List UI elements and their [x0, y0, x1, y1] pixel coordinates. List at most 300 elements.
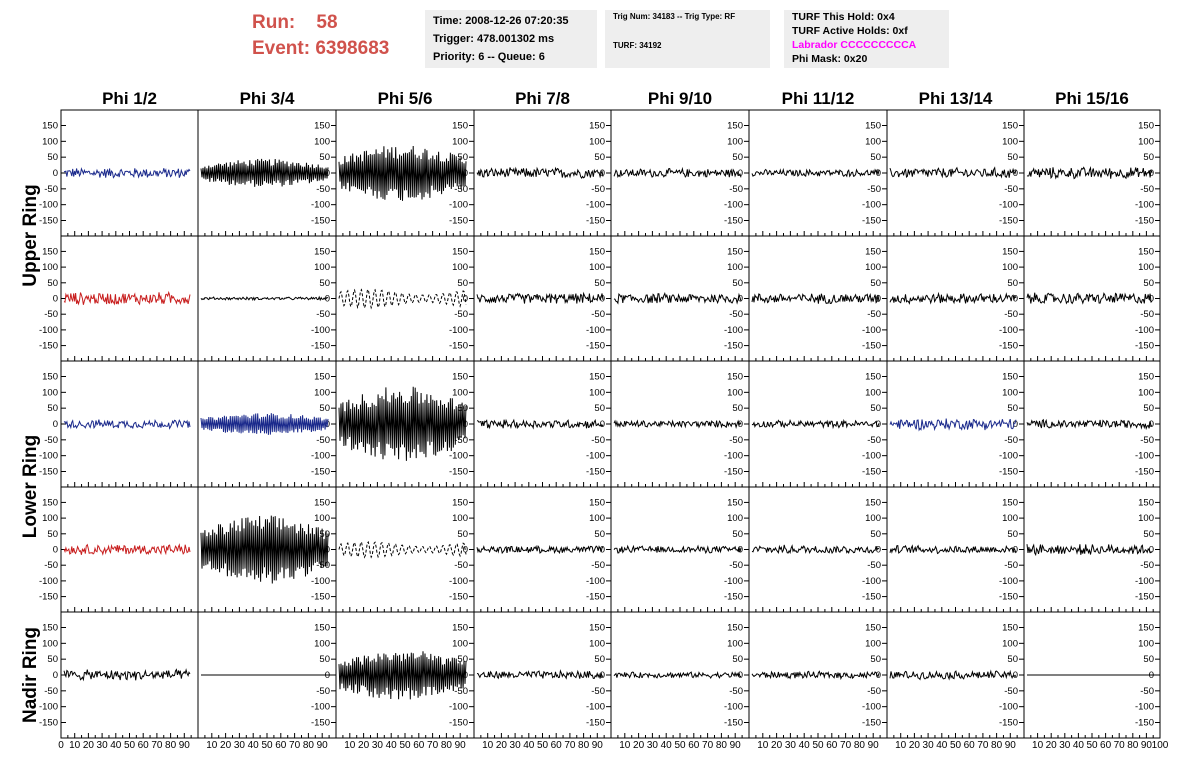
- waveform-panel: [474, 110, 611, 236]
- y-tick-label: 0: [737, 293, 743, 305]
- x-tick-label: 90: [316, 740, 328, 751]
- x-tick-label: 90: [454, 740, 466, 751]
- waveform-trace: [1027, 544, 1152, 555]
- y-tick-label: -150: [723, 340, 743, 352]
- waveform-trace: [201, 297, 328, 300]
- x-tick-label: 70: [1113, 740, 1125, 751]
- y-tick-label: 150: [727, 246, 743, 258]
- turf-active-text: TURF Active Holds: 0xf: [792, 25, 908, 37]
- y-tick-label: -100: [998, 575, 1018, 587]
- x-tick-label: 20: [908, 740, 920, 751]
- waveform-trace: [339, 290, 466, 308]
- waveform-panel: [336, 110, 474, 236]
- waveform-panel: [198, 110, 336, 236]
- x-tick-label: 80: [853, 740, 865, 751]
- y-tick-label: 0: [324, 419, 330, 430]
- x-tick-label: 60: [688, 740, 700, 751]
- y-tick-label: 150: [865, 246, 881, 258]
- y-tick-label: 0: [324, 544, 330, 556]
- x-tick-label: 70: [151, 740, 163, 751]
- waveform-panel: [336, 236, 474, 361]
- y-tick-label: 100: [1002, 136, 1018, 148]
- waveform-panel: [887, 487, 1024, 612]
- y-tick-label: 50: [319, 277, 330, 289]
- y-tick-label: 50: [594, 528, 605, 540]
- y-tick-label: 0: [462, 670, 468, 681]
- column-title: Phi 9/10: [647, 89, 713, 108]
- x-tick-label: 20: [633, 740, 645, 751]
- y-tick-label: 0: [462, 419, 468, 430]
- y-tick-label: 100: [42, 513, 58, 525]
- y-tick-label: 150: [42, 622, 58, 634]
- y-tick-label: -100: [861, 701, 881, 713]
- y-tick-label: -50: [1004, 685, 1018, 697]
- x-tick-label: 50: [399, 740, 411, 751]
- waveform-trace: [64, 168, 190, 178]
- y-tick-label: 100: [727, 387, 743, 399]
- column-title: Phi 3/4: [239, 89, 295, 108]
- waveform-trace: [339, 542, 466, 557]
- y-tick-label: -150: [585, 340, 605, 352]
- waveform-panel: [336, 361, 474, 487]
- y-tick-label: 150: [42, 497, 58, 509]
- y-tick-label: -50: [729, 434, 743, 446]
- y-tick-label: 100: [1002, 513, 1018, 525]
- y-tick-label: 50: [1007, 528, 1018, 540]
- x-tick-label: 10: [344, 740, 356, 751]
- y-tick-label: 50: [1007, 403, 1018, 415]
- y-tick-label: 0: [52, 544, 58, 556]
- y-tick-label: 100: [865, 513, 881, 525]
- waveform-trace: [477, 294, 603, 304]
- y-tick-label: -50: [591, 560, 605, 572]
- y-tick-label: -150: [585, 591, 605, 603]
- y-tick-label: -150: [998, 340, 1018, 352]
- waveform-panel: [611, 487, 749, 612]
- trig-num-text: Trig Num: 34183 -- Trig Type: RF: [613, 12, 736, 21]
- waveform-panel: [474, 361, 611, 487]
- x-tick-label: 80: [715, 740, 727, 751]
- x-tick-label: 20: [220, 740, 232, 751]
- y-tick-label: -150: [38, 340, 58, 352]
- column-title: Phi 13/14: [918, 89, 993, 108]
- y-tick-label: 0: [875, 544, 881, 556]
- waveform-panel: [887, 110, 1024, 236]
- y-tick-label: -150: [1134, 215, 1154, 227]
- y-tick-label: 0: [737, 544, 743, 556]
- y-tick-label: -50: [1140, 685, 1154, 697]
- y-tick-label: -100: [998, 701, 1018, 713]
- y-tick-label: -150: [585, 215, 605, 227]
- y-tick-label: -150: [861, 215, 881, 227]
- y-tick-label: 100: [865, 638, 881, 650]
- y-tick-label: -150: [585, 466, 605, 478]
- y-tick-label: -150: [1134, 340, 1154, 352]
- waveform-panel: [611, 361, 749, 487]
- y-tick-label: -50: [44, 685, 58, 697]
- y-tick-label: 50: [870, 403, 881, 415]
- y-tick-label: 50: [457, 654, 468, 666]
- run-label: Run:: [252, 12, 296, 33]
- waveform-panel: [749, 236, 887, 361]
- y-tick-label: 50: [457, 152, 468, 164]
- waveform-panel: [749, 110, 887, 236]
- y-tick-label: 50: [319, 528, 330, 540]
- x-tick-label: 40: [660, 740, 672, 751]
- y-tick-label: 100: [452, 513, 468, 525]
- waveform-trace: [477, 671, 603, 679]
- y-tick-label: -100: [585, 701, 605, 713]
- y-tick-label: 50: [1143, 528, 1154, 540]
- column-title: Phi 1/2: [102, 89, 157, 108]
- y-tick-label: -150: [38, 215, 58, 227]
- y-tick-label: 0: [875, 293, 881, 305]
- waveform-panel: [474, 612, 611, 738]
- y-tick-label: 100: [589, 387, 605, 399]
- y-tick-label: 150: [865, 497, 881, 509]
- x-tick-label: 30: [646, 740, 658, 751]
- x-tick-label: 10: [619, 740, 631, 751]
- y-tick-label: 50: [1143, 277, 1154, 289]
- y-tick-label: -100: [38, 575, 58, 587]
- y-tick-label: -50: [867, 685, 881, 697]
- y-tick-label: 100: [1138, 262, 1154, 274]
- waveform-panel: [611, 110, 749, 236]
- waveform-trace: [890, 294, 1016, 304]
- y-tick-label: 50: [594, 403, 605, 415]
- y-tick-label: 150: [1138, 497, 1154, 509]
- y-tick-label: 100: [865, 262, 881, 274]
- x-tick-label: 10: [206, 740, 218, 751]
- y-tick-label: -150: [1134, 591, 1154, 603]
- x-tick-label: 80: [991, 740, 1003, 751]
- event-label: Event:: [252, 38, 311, 59]
- waveform-panel: [1024, 612, 1160, 738]
- y-tick-label: 50: [594, 152, 605, 164]
- y-tick-label: 150: [865, 371, 881, 383]
- y-tick-label: 50: [732, 152, 743, 164]
- y-tick-label: -150: [38, 466, 58, 478]
- y-tick-label: -50: [1004, 309, 1018, 321]
- y-tick-label: -100: [998, 324, 1018, 336]
- y-tick-label: -50: [316, 685, 330, 697]
- waveform-panel: [39, 236, 198, 361]
- y-tick-label: -50: [316, 560, 330, 572]
- y-tick-label: -50: [454, 434, 468, 446]
- y-tick-label: -50: [729, 685, 743, 697]
- y-tick-label: 150: [1002, 371, 1018, 383]
- y-tick-label: 50: [870, 528, 881, 540]
- y-tick-label: -150: [1134, 717, 1154, 729]
- waveform-panel: [474, 236, 611, 361]
- y-tick-label: 150: [727, 622, 743, 634]
- y-tick-label: 0: [599, 293, 605, 305]
- y-tick-label: -50: [729, 560, 743, 572]
- waveform-trace: [890, 671, 1016, 679]
- y-tick-label: -50: [867, 560, 881, 572]
- waveform-trace: [339, 146, 466, 201]
- y-tick-label: 0: [324, 670, 330, 681]
- time-text: Time: 2008-12-26 07:20:35: [433, 15, 569, 27]
- y-tick-label: -150: [310, 340, 330, 352]
- x-tick-label: 30: [96, 740, 108, 751]
- y-tick-label: 0: [875, 168, 881, 179]
- x-tick-label: 40: [523, 740, 535, 751]
- y-tick-label: 100: [1002, 638, 1018, 650]
- y-tick-label: 150: [1002, 497, 1018, 509]
- y-tick-label: 100: [1138, 638, 1154, 650]
- x-tick-label: 70: [564, 740, 576, 751]
- x-tick-label: 50: [674, 740, 686, 751]
- row-group-title: Upper Ring: [20, 184, 41, 287]
- x-tick-label: 90: [1004, 740, 1016, 751]
- y-tick-label: 100: [865, 387, 881, 399]
- y-tick-label: -50: [867, 309, 881, 321]
- y-tick-label: -100: [448, 450, 468, 462]
- waveform-trace: [752, 294, 879, 304]
- y-tick-label: 100: [1138, 513, 1154, 525]
- column-title: Phi 7/8: [515, 89, 570, 108]
- x-tick-label: 10: [1032, 740, 1044, 751]
- y-tick-label: -50: [44, 183, 58, 195]
- y-tick-label: 50: [457, 528, 468, 540]
- y-tick-label: -150: [38, 591, 58, 603]
- row-group-title: Nadir Ring: [20, 626, 41, 724]
- waveform-trace: [614, 672, 741, 678]
- y-tick-label: 150: [589, 120, 605, 132]
- y-tick-label: -150: [723, 215, 743, 227]
- y-tick-label: -150: [861, 340, 881, 352]
- y-tick-label: 150: [42, 371, 58, 383]
- y-tick-label: -50: [454, 685, 468, 697]
- phi-mask-text: Phi Mask: 0x20: [792, 53, 868, 65]
- y-tick-label: -150: [861, 466, 881, 478]
- y-tick-label: 50: [732, 654, 743, 666]
- x-tick-label: 60: [963, 740, 975, 751]
- y-tick-label: -100: [998, 450, 1018, 462]
- waveform-panel: [611, 236, 749, 361]
- y-tick-label: 0: [599, 670, 605, 681]
- y-tick-label: 150: [727, 497, 743, 509]
- y-tick-label: -150: [448, 466, 468, 478]
- y-tick-label: -50: [591, 309, 605, 321]
- y-tick-label: 100: [1002, 262, 1018, 274]
- x-tick-label: 50: [949, 740, 962, 751]
- waveform-trace: [890, 168, 1016, 178]
- y-tick-label: 150: [1138, 371, 1154, 383]
- y-tick-label: -50: [316, 434, 330, 446]
- y-tick-label: -150: [723, 466, 743, 478]
- y-tick-label: -50: [1004, 183, 1018, 195]
- y-tick-label: -50: [591, 434, 605, 446]
- x-tick-label: 40: [110, 740, 122, 751]
- y-tick-label: 150: [452, 246, 468, 258]
- y-tick-label: -150: [38, 717, 58, 729]
- y-tick-label: -50: [44, 560, 58, 572]
- x-tick-label: 40: [385, 740, 397, 751]
- y-tick-label: -100: [310, 575, 330, 587]
- y-tick-label: 100: [727, 262, 743, 274]
- x-tick-label: 30: [509, 740, 521, 751]
- y-tick-label: 150: [1138, 246, 1154, 258]
- y-tick-label: -50: [591, 685, 605, 697]
- y-tick-label: -150: [448, 215, 468, 227]
- y-tick-label: 0: [462, 168, 468, 179]
- waveform-trace: [890, 419, 1016, 431]
- x-tick-label: 70: [840, 740, 852, 751]
- y-tick-label: 100: [314, 136, 330, 148]
- y-tick-label: 50: [732, 277, 743, 289]
- y-tick-label: 0: [52, 293, 58, 305]
- waveform-trace: [201, 516, 328, 584]
- waveform-trace: [339, 651, 466, 699]
- y-tick-label: 150: [452, 622, 468, 634]
- y-tick-label: 0: [52, 419, 58, 430]
- y-tick-label: 0: [1012, 544, 1018, 556]
- y-tick-label: 0: [462, 293, 468, 305]
- y-tick-label: 150: [865, 622, 881, 634]
- y-tick-label: 100: [1138, 136, 1154, 148]
- y-tick-label: -50: [454, 560, 468, 572]
- waveform-trace: [201, 413, 328, 435]
- waveform-panel: [749, 612, 887, 738]
- y-tick-label: 150: [865, 120, 881, 132]
- waveform-panel: [198, 236, 336, 361]
- waveform-trace: [339, 387, 466, 461]
- y-tick-label: -100: [723, 324, 743, 336]
- y-tick-label: -100: [310, 701, 330, 713]
- y-tick-label: -50: [44, 309, 58, 321]
- waveform-trace: [614, 169, 741, 178]
- y-tick-label: 50: [732, 403, 743, 415]
- x-tick-label: 60: [550, 740, 562, 751]
- x-tick-label: 60: [413, 740, 425, 751]
- x-tick-label: 30: [784, 740, 796, 751]
- y-tick-label: 100: [452, 387, 468, 399]
- y-tick-label: -100: [1134, 324, 1154, 336]
- run-value: 58: [316, 12, 338, 33]
- waveform-panel: [1024, 236, 1160, 361]
- y-tick-label: -100: [448, 199, 468, 211]
- x-tick-label: 40: [247, 740, 259, 751]
- y-tick-label: 100: [42, 262, 58, 274]
- x-tick-label: 10: [757, 740, 769, 751]
- x-tick-label: 80: [302, 740, 314, 751]
- y-tick-label: 150: [1138, 120, 1154, 132]
- waveform-panel: [1024, 110, 1160, 236]
- y-tick-label: 100: [314, 638, 330, 650]
- y-tick-label: -100: [861, 324, 881, 336]
- x-tick-label: 20: [358, 740, 370, 751]
- y-tick-label: -100: [1134, 199, 1154, 211]
- row-group-title: Lower Ring: [20, 434, 41, 539]
- y-tick-label: 150: [589, 497, 605, 509]
- y-tick-label: 100: [727, 638, 743, 650]
- y-tick-label: -150: [723, 591, 743, 603]
- y-tick-label: 0: [737, 168, 743, 179]
- y-tick-label: -100: [1134, 701, 1154, 713]
- x-tick-label: 50: [1086, 740, 1098, 751]
- y-tick-label: -100: [861, 450, 881, 462]
- y-tick-label: -50: [729, 309, 743, 321]
- y-tick-label: 100: [42, 638, 58, 650]
- y-tick-label: -150: [448, 591, 468, 603]
- waveform-panel: [887, 236, 1024, 361]
- y-tick-label: -150: [723, 717, 743, 729]
- x-tick-label: 40: [1072, 740, 1084, 751]
- x-tick-label: 70: [427, 740, 439, 751]
- y-tick-label: -150: [310, 717, 330, 729]
- y-tick-label: 150: [727, 120, 743, 132]
- y-tick-label: 0: [1148, 419, 1154, 430]
- y-tick-label: 150: [1138, 622, 1154, 634]
- x-tick-label: 60: [1100, 740, 1112, 751]
- y-tick-label: -100: [310, 324, 330, 336]
- y-tick-label: -150: [998, 466, 1018, 478]
- waveform-trace: [752, 421, 879, 428]
- x-tick-label: 20: [1045, 740, 1057, 751]
- x-tick-label: 0: [58, 740, 64, 751]
- y-tick-label: 50: [47, 277, 58, 289]
- y-tick-label: 0: [52, 670, 58, 681]
- x-tick-label: 20: [82, 740, 94, 751]
- y-tick-label: 0: [1012, 168, 1018, 179]
- y-tick-label: 150: [314, 246, 330, 258]
- y-tick-label: 150: [314, 497, 330, 509]
- y-tick-label: 150: [452, 497, 468, 509]
- y-tick-label: 150: [1002, 622, 1018, 634]
- y-tick-label: 0: [875, 670, 881, 681]
- y-tick-label: 150: [1002, 246, 1018, 258]
- y-tick-label: 0: [1148, 168, 1154, 179]
- x-tick-label: 30: [1059, 740, 1071, 751]
- waveform-panel: [39, 487, 198, 612]
- y-tick-label: 50: [47, 528, 58, 540]
- y-tick-label: 50: [870, 277, 881, 289]
- x-tick-label: 60: [275, 740, 287, 751]
- waveform-trace: [1027, 420, 1152, 429]
- y-tick-label: 50: [1007, 277, 1018, 289]
- y-tick-label: 100: [1138, 387, 1154, 399]
- waveform-trace: [752, 545, 879, 553]
- waveform-panel: [887, 361, 1024, 487]
- y-tick-label: -100: [585, 199, 605, 211]
- y-tick-label: -100: [38, 701, 58, 713]
- y-tick-label: -100: [723, 450, 743, 462]
- y-tick-label: 0: [1012, 670, 1018, 681]
- y-tick-label: -100: [1134, 450, 1154, 462]
- y-tick-label: -50: [316, 309, 330, 321]
- x-tick-label: 90: [591, 740, 603, 751]
- y-tick-label: 150: [452, 120, 468, 132]
- y-tick-label: -100: [310, 450, 330, 462]
- x-tick-label: 20: [771, 740, 783, 751]
- x-tick-label: 30: [233, 740, 245, 751]
- y-tick-label: -150: [998, 717, 1018, 729]
- x-tick-label: 50: [123, 740, 136, 751]
- x-tick-label: 90: [178, 740, 190, 751]
- y-tick-label: 50: [1143, 654, 1154, 666]
- waveform-panel: [887, 612, 1024, 738]
- y-tick-label: 150: [42, 120, 58, 132]
- y-tick-label: -150: [310, 466, 330, 478]
- waveform-trace: [614, 421, 741, 428]
- event-value: 6398683: [315, 38, 390, 59]
- y-tick-label: 150: [589, 622, 605, 634]
- waveform-panel: [1024, 487, 1160, 612]
- y-tick-label: -100: [861, 199, 881, 211]
- waveform-trace: [752, 170, 879, 177]
